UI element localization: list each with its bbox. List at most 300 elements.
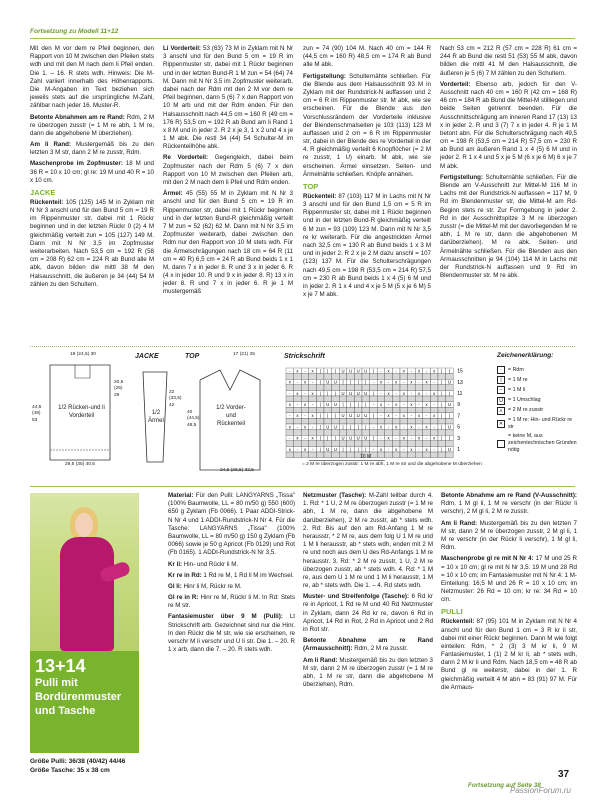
chart-cell <box>392 452 400 458</box>
chart-cell <box>309 374 317 380</box>
knitting-chart <box>282 350 492 480</box>
chart-cell <box>446 418 454 424</box>
top-diagram <box>185 350 280 480</box>
paragraph: Fantasiemuster über 9 M (Pulli): Lt Strickschrift arb. Gezeichnet sind nur die Hinr. In den Rückr die M str, wie sie erscheinen, re verschr M li verschr und U li str. Die 1. – 20. R 1 x arb, dann die 7. – 20. R stets wdh. <box>168 613 295 654</box>
top-dim-left: 40 (44,5) 48,5 <box>187 410 200 428</box>
site-watermark: PassionForum.ru <box>510 786 571 795</box>
chart-symbol: x <box>410 379 413 385</box>
legend-item: ✕ = 1 M re: Hin- und Rückr re str <box>498 416 573 430</box>
chart-symbol: x <box>417 435 421 441</box>
chart-symbol: - <box>418 446 420 452</box>
chart-symbol: - <box>433 379 435 385</box>
chart-symbol: U <box>349 390 353 396</box>
chart-cell <box>430 396 438 402</box>
chart-symbol: U <box>364 368 368 374</box>
chart-symbol: - <box>433 424 435 430</box>
chart-cell <box>377 441 385 447</box>
row-number: 1 <box>457 447 460 453</box>
chart-cell <box>294 418 302 424</box>
chart-cell <box>415 374 423 380</box>
chart-symbol: U <box>349 413 353 419</box>
chart-cell <box>446 441 454 447</box>
chart-cell <box>362 418 370 424</box>
chart-cell <box>438 407 446 413</box>
chart-cell <box>415 430 423 436</box>
paragraph: Li Vorderteil: 53 (63) 73 M in Zyklam mit N Nr 3 anschl und für den Bund 5 cm = 19 R im Rippenmuster str, dabei mit 1 Rückr beginnen und in der letzten Bund-R 1 M zun = 54 (64) 74 M. Dann mit N Nr 3,5 im Zopfmuster weiterarb, dabei nach der Rdm mit den 2 M vor dem re Pfeil beginnen, dann 5 (6) 7 x den Rapport von 10 M arb und mit der Rdm enden. Für den Halsausschnitt nach 44,5 cm = 160 R (49 cm = 176 R) 53,5 cm = 192 R ab Bund am li Rand 1 x 8 M und in jeder 2. R 2 x je 3, 1 x 2 und 4 x je 1 M abk. Die restl 34 (44) 54 Schulter-M im Rückenteilhöhe abk. <box>163 45 293 151</box>
chart-cell <box>400 452 408 458</box>
chart-symbol: - <box>418 424 420 430</box>
chart-symbol: x <box>425 402 428 407</box>
chart-symbol: U <box>326 402 330 407</box>
chart-cell <box>377 430 385 436</box>
chart-cell <box>324 407 332 413</box>
chart-symbol: | <box>372 435 374 441</box>
chart-symbol: x <box>417 390 421 396</box>
chart-symbol: x <box>402 368 405 374</box>
chart-symbol: | <box>319 368 321 374</box>
chart-cell <box>400 374 408 380</box>
jacke-back-label: 1/2 Rücken-und li Vorderteil <box>58 405 105 419</box>
chart-cell <box>294 385 302 391</box>
legend-symbol-icon: ⋏ <box>497 407 505 415</box>
chart-cell <box>377 396 385 402</box>
chart-cell <box>415 418 423 424</box>
chart-symbol: U <box>364 413 368 419</box>
chart-symbol: x <box>395 424 398 430</box>
chart-cell <box>301 396 309 402</box>
chart-cell <box>316 407 324 413</box>
paragraph: Ärmel: 45 (55) 55 M in Zyklam mit N Nr 3 anschl und für den Bund 5 cm = 19 R im Rippenmuster str, dabei mit 1 Rückr beginnen und in der letzten Bund-R gleichmäßig verteilt 7 M zun = 52 (62) 62 M. Dann mit N Nr 3,5 im Zopfmuster weiterarb, dabei zwischen den Rdm nur den Rapport von 10 M stets wdh. Für die Ärmelschrägungen nach 18 cm = 64 R (11 cm = 40 R) 6,5 cm = 24 R ab Bund beids 1 x 1 M, dann 7 x in jeder 8. R und 3 x in jeder 6. R (4 x in jeder 10. R und 9 x in jeder 8. R) 13 x in jeder 8. R und 7 x in jeder 6. R je 1 M mustergemäß <box>163 190 293 296</box>
chart-cell <box>301 441 309 447</box>
text-column-2 <box>163 45 293 300</box>
chart-symbol: x <box>425 424 428 430</box>
row-number: 13 <box>457 379 463 386</box>
chart-symbol: | <box>319 413 321 419</box>
chart-symbol: - <box>380 435 382 441</box>
chart-symbol: x <box>417 368 421 374</box>
chart-symbol: x <box>417 413 421 419</box>
chart-symbol: | <box>327 390 329 396</box>
chart-cell <box>339 441 347 447</box>
chart-symbol: x <box>433 368 436 374</box>
chart-cell <box>385 430 393 436</box>
chart-symbol: - <box>304 390 306 396</box>
chart-symbol: | <box>365 446 367 452</box>
chart-symbol: | <box>441 368 443 374</box>
chart-cell <box>408 374 416 380</box>
chart-cell <box>324 430 332 436</box>
chart-cell <box>362 430 370 436</box>
chart-symbol: U <box>326 424 330 430</box>
chart-cell <box>415 407 423 413</box>
paragraph: Am li Rand: Mustergemäß bis zu den letzten 3 M str, dann 2 M re zusstr, Rdm. <box>30 141 154 157</box>
chart-cell <box>301 407 309 413</box>
chart-symbol: x <box>425 446 428 452</box>
legend-title: Zeichenerklärung: <box>497 352 554 359</box>
chart-symbol: - <box>410 413 413 419</box>
chart-symbol: - <box>403 379 405 385</box>
chart-symbol: | <box>319 390 321 396</box>
chart-cell <box>430 385 438 391</box>
row-number: 5 <box>457 424 460 431</box>
chart-cell <box>400 407 408 413</box>
chart-cell <box>400 418 408 424</box>
chart-symbol: x <box>402 413 405 419</box>
chart-symbol: x <box>395 446 398 452</box>
paragraph: Betonte Abnahme am re Rand (Armausschnitt): Rdm, 2 M re zusstr. <box>303 637 433 653</box>
chart-cell <box>324 385 332 391</box>
chart-cell <box>362 374 370 380</box>
chart-symbol: | <box>319 379 321 385</box>
chart-cell <box>370 396 378 402</box>
chart-symbol: x <box>303 402 307 407</box>
chart-symbol: U <box>356 390 360 396</box>
chart-cell <box>316 430 324 436</box>
chart-symbol: | <box>441 435 443 441</box>
chart-symbol: U <box>364 390 368 396</box>
section-heading: TOP <box>303 182 319 191</box>
paragraph: zun = 74 (90) 104 M. Nach 40 cm = 144 R (44,5 cm = 160 R) 48,5 cm = 174 R ab Bund alle M abk. <box>303 45 431 69</box>
chart-symbol: - <box>311 424 314 430</box>
chart-cell <box>423 441 431 447</box>
top-title: TOP <box>185 353 200 360</box>
chart-symbol: | <box>334 368 336 374</box>
chart-cell <box>339 396 347 402</box>
chart-cell <box>324 441 332 447</box>
chart-symbol: | <box>441 424 443 430</box>
chart-symbol: x <box>311 413 314 419</box>
chart-symbol: - <box>403 424 405 430</box>
section-heading: PULLI <box>441 607 463 617</box>
chart-symbol: | <box>357 424 359 430</box>
chart-symbol: U <box>356 435 360 441</box>
chart-cell <box>309 430 317 436</box>
sleeve-diagram <box>135 350 185 480</box>
chart-cell <box>438 385 446 391</box>
chart-cell <box>385 396 393 402</box>
row-number: 3 <box>457 435 460 442</box>
chart-cell <box>354 407 362 413</box>
paragraph: Betonte Abnahmen am re Rand: Rdm, 2 M re überzogen zusstr (= 1 M re abh, 1 M re, dann die abgehobene M überziehen). <box>30 113 154 137</box>
chart-cell <box>332 374 340 380</box>
chart-cell <box>385 374 393 380</box>
chart-cell <box>324 418 332 424</box>
chart-cell <box>294 407 302 413</box>
chart-cell <box>423 407 431 413</box>
chart-symbol: U <box>447 446 451 452</box>
chart-symbol: U <box>447 379 451 385</box>
chart-cell <box>370 430 378 436</box>
row-number: 15 <box>457 368 463 375</box>
chart-cell <box>415 441 423 447</box>
chart-cell <box>438 441 446 447</box>
chart-symbol: | <box>319 424 321 430</box>
model-title: Pulli mit Bordürenmuster und Tasche <box>35 677 122 717</box>
chart-symbol: x <box>296 435 299 441</box>
chart-cell <box>294 396 302 402</box>
chart-symbol: | <box>334 390 336 396</box>
text-column-7 <box>441 492 577 695</box>
chart-cell <box>324 452 332 458</box>
chart-cell <box>377 418 385 424</box>
chart-symbol: - <box>289 368 291 374</box>
chart-symbol: x <box>402 435 405 441</box>
chart-symbol: - <box>395 413 397 419</box>
chart-cell <box>316 418 324 424</box>
chart-symbol: U <box>333 402 337 407</box>
chart-symbol: - <box>296 446 299 452</box>
chart-cell <box>408 396 416 402</box>
chart-cell <box>339 418 347 424</box>
paragraph: Re Vorderteil: Gegengleich, dabei beim Zopfmuster nach der Rdm 5 (6) 7 x den Rapport von 10 M zwischen den Pfeilen arb, mit den 2 M nach dem li Pfeil und Rdm enden. <box>163 154 293 186</box>
text-column-5 <box>168 492 295 657</box>
chart-symbol: - <box>296 379 299 385</box>
chart-cell <box>324 374 332 380</box>
chart-symbol: | <box>372 368 374 374</box>
chart-symbol: - <box>425 435 428 441</box>
chart-cell <box>408 418 416 424</box>
chart-symbol: x <box>296 413 299 419</box>
chart-cell <box>392 441 400 447</box>
chart-cell <box>339 407 347 413</box>
chart-cell <box>347 441 355 447</box>
chart-cell <box>423 385 431 391</box>
chart-symbol: - <box>403 446 405 452</box>
chart-cell <box>309 385 317 391</box>
chart-symbol: | <box>334 413 336 419</box>
legend-symbol-icon: | <box>497 376 505 384</box>
chart-cell <box>415 396 423 402</box>
chart-cell <box>430 452 438 458</box>
chart-symbol: - <box>425 413 428 419</box>
chart-symbol: - <box>304 435 306 441</box>
chart-symbol: | <box>448 390 450 396</box>
chart-symbol: x <box>311 390 314 396</box>
chart-cell <box>316 396 324 402</box>
chart-cell <box>446 385 454 391</box>
paragraph: Gl re in R: Hinr re M, Rückr li M. In Rd: Stets re M str. <box>168 594 295 610</box>
chart-symbol: | <box>319 402 321 407</box>
chart-symbol: | <box>319 446 321 452</box>
chart-symbol: U <box>341 435 345 441</box>
chart-symbol: | <box>327 435 329 441</box>
legend-symbol-icon: U <box>497 397 505 405</box>
chart-symbol: | <box>365 379 367 385</box>
repeat-label: 10 M <box>360 454 372 460</box>
row-number: 9 <box>457 402 460 409</box>
chart-symbol: U <box>341 368 345 374</box>
chart-cell <box>339 430 347 436</box>
chart-cell <box>430 407 438 413</box>
chart-symbol: - <box>433 402 435 407</box>
chart-cell <box>400 385 408 391</box>
chart-symbol: U <box>356 368 360 374</box>
paragraph: Am li Rand: Mustergemäß bis zu den letzten 7 M str, dann 2 M re überzogen zusstr, 2 M gl li, 1 M re verschr (in der Rückr li verschr), 1 M gl li, Rdm. <box>441 519 577 552</box>
chart-symbol: - <box>410 368 413 374</box>
chart-cell <box>385 407 393 413</box>
top-front-label: 1/2 Vorder-und Rückenteil <box>216 405 246 427</box>
chart-cell <box>339 385 347 391</box>
chart-cell <box>362 396 370 402</box>
chart-cell <box>309 441 317 447</box>
paragraph: Maschenprobe im Zopfmuster: 18 M und 36 R = 10 x 10 cm; gl re: 19 M und 40 R = 10 x 10 cm. <box>30 160 154 184</box>
chart-cell <box>324 396 332 402</box>
chart-cell <box>415 385 423 391</box>
chart-symbol: | <box>372 413 374 419</box>
text-column-4 <box>440 45 577 283</box>
chart-cell <box>385 452 393 458</box>
chart-cell <box>309 452 317 458</box>
chart-symbol: U <box>326 379 330 385</box>
chart-cell <box>294 374 302 380</box>
chart-cell <box>430 418 438 424</box>
chart-symbol: - <box>380 413 382 419</box>
chart-symbol: - <box>289 413 291 419</box>
knitting-chart-grid <box>282 364 492 464</box>
chart-symbol: x <box>425 379 428 385</box>
chart-symbol: U <box>349 435 353 441</box>
chart-cell <box>309 396 317 402</box>
chart-cell <box>332 441 340 447</box>
chart-symbol: x <box>288 402 291 407</box>
paragraph: Mit den M vor dem re Pfeil beginnen, den Rapport von 10 M zwischen den Pfeilen stets wdh und mit den M nach dem li Pfeil enden. Die 1. – 16. R stets wdh. Hinweis: Die M-Zahl variiert innerhalb des Höhenrapports. Die M-Angaben im Text beziehen sich jeweils stets auf die ursprüngliche M-Zahl, zählbar nach jeder 16. Muster-R. <box>30 45 154 110</box>
chart-cell <box>362 441 370 447</box>
chart-cell <box>377 374 385 380</box>
chart-cell <box>347 418 355 424</box>
chart-symbol: | <box>342 446 344 452</box>
chart-symbol: - <box>372 424 375 430</box>
legend-symbol-icon: ✕ <box>498 420 504 427</box>
text-column-6 <box>303 492 433 692</box>
chart-cell <box>438 418 446 424</box>
model-title-box <box>30 651 139 753</box>
chart-symbol: - <box>433 446 435 452</box>
chart-symbol: U <box>333 424 337 430</box>
chart-cell <box>446 407 454 413</box>
chart-symbol: U <box>341 390 345 396</box>
chart-symbol: - <box>304 413 306 419</box>
chart-symbol: - <box>289 390 291 396</box>
chart-symbol: U <box>356 413 360 419</box>
paragraph: Gl li: Hinr li M, Rückr re M. <box>168 582 242 590</box>
paragraph: Betonte Abnahme am re Rand (V-Ausschnitt): Rdm, 1 M gl li, 1 M re verschr (in der Rückr li verschr), 2 M gl li, 2 M re zusstr. <box>441 492 577 516</box>
chart-cell <box>354 374 362 380</box>
chart-symbol: | <box>350 424 352 430</box>
chart-symbol: | <box>342 424 344 430</box>
top-rule <box>30 38 575 39</box>
chart-symbol: | <box>342 402 344 407</box>
chart-symbol: | <box>365 424 367 430</box>
chart-cell <box>392 374 400 380</box>
chart-cell <box>400 430 408 436</box>
chart-symbol: - <box>410 390 413 396</box>
chart-cell <box>354 418 362 424</box>
chart-symbol: - <box>372 402 375 407</box>
paragraph: Kr li: Hin- und Rückr li M. <box>168 560 239 568</box>
chart-symbol: - <box>395 435 397 441</box>
chart-cell <box>316 374 324 380</box>
diagram-rule <box>30 346 575 347</box>
chart-cell <box>446 430 454 436</box>
chart-symbol: x <box>379 379 383 385</box>
chart-symbol: x <box>288 424 291 430</box>
top-dim-top: 17 (21) 25 <box>233 352 255 357</box>
paragraph: Kr re in Rd: 1 Rd re M, 1 Rd li M im Wechsel. <box>168 571 294 579</box>
chart-symbol: | <box>350 379 352 385</box>
chart-symbol: x <box>433 390 436 396</box>
paragraph: Vorderteil: Ebenso arb, jedoch für den V-Ausschnitt nach 40 cm = 160 R (42 cm = 168 R) 46 cm = 184 R ab Bund die Mittel-M stilllegen und beide Seiten getrennt beenden. Für die Ausschnittschrägung am inneren Rand 17 (13) 13 x in jeder 2. R und 3 (7) 7 x in jeder 4. R je 1 M betont abn. Für die Schulterschrägung nach 49,5 cm = 198 R (53,5 cm = 214 R) 57,5 cm = 230 R ab Bund am äußeren Rand 1 x 4 (5) 6 M und in jeder 2. R 1 x 4 und 5 x je 5 M (6 x je 6 M) 6 x je 7 M abk. <box>440 80 577 170</box>
chart-symbol: - <box>425 390 428 396</box>
chart-cell <box>392 407 400 413</box>
chart-cell <box>347 374 355 380</box>
chart-cell <box>446 452 454 458</box>
chart-symbol: x <box>288 446 291 452</box>
chart-cell <box>294 441 302 447</box>
paragraph: Fertigstellung: Schulternähte schließen. Für die Blende am V-Ausschnitt zur Mittel-M 116 M in Lachs mit der Rundstrick-N auffassen = 117 M, 9 Rd im Blendenmuster str, die Mittel-M am Rd-Beginn stets re str. Zur Formgebung in jeder 2. Rd in der Ausschnittspitze 3 M re überzogen zusstr (= die Mittel-M mit der davorliegenden M re abh, 1 M re str, dann die abgehobenen M darüberziehen). M re abk. Seiten- und Ärmelnähte schließen. Für die Blenden aus den Armausschnitten je 94 (104) 114 M in Lachs mit der Rundstrick-N auffassen und 9 Rd im Blendenmuster str. M re abk. <box>440 173 577 280</box>
chart-symbol: - <box>395 368 397 374</box>
chart-symbol: U <box>333 446 337 452</box>
paragraph: Nach 53 cm = 212 R (57 cm = 228 R) 61 cm = 244 R ab Bund die restl 51 (53) 55 M abk, davon bilden die mittl 41 M den Halsausschnitt, die äußeren je 5 (6) 7 M zählen zu den Schultern. <box>440 45 577 77</box>
chart-symbol: U <box>333 379 337 385</box>
legend-item: U = 1 Umschlag <box>497 397 577 405</box>
chart-symbol: - <box>387 424 390 430</box>
chart-cell <box>332 385 340 391</box>
chart-cell <box>286 430 294 436</box>
chart-symbol: | <box>441 390 443 396</box>
chart-cell <box>400 441 408 447</box>
legend-item: − = 1 M li <box>497 386 577 394</box>
jacke-dim-right: 20,5 (25) 29 <box>114 380 124 398</box>
chart-symbol: | <box>350 402 352 407</box>
chart-symbol: | <box>448 413 450 419</box>
chart-cell <box>347 385 355 391</box>
chart-symbol: - <box>296 424 299 430</box>
chart-symbol: - <box>380 390 382 396</box>
chart-symbol: x <box>395 402 398 407</box>
chart-cell <box>301 418 309 424</box>
chart-cell <box>286 418 294 424</box>
chart-cell <box>301 385 309 391</box>
chart-cell <box>423 452 431 458</box>
chart-cell <box>408 407 416 413</box>
chart-cell <box>408 385 416 391</box>
chart-cell <box>309 418 317 424</box>
chart-symbol: | <box>334 435 336 441</box>
text-column-3 <box>303 45 431 302</box>
chart-cell <box>385 385 393 391</box>
model-photo <box>30 493 139 651</box>
row-number: 11 <box>457 391 463 397</box>
chart-cell <box>316 452 324 458</box>
legend-item: · = Rdm <box>497 366 577 374</box>
chart-cell <box>354 396 362 402</box>
chart-symbol: U <box>349 368 353 374</box>
chart-symbol: x <box>296 368 299 374</box>
chart-symbol: U <box>364 435 368 441</box>
chart-symbol: - <box>410 435 413 441</box>
chart-cell <box>438 396 446 402</box>
chart-symbol: x <box>303 379 307 385</box>
page-number: 37 <box>558 769 570 780</box>
chart-symbol: | <box>357 402 359 407</box>
chart-cell <box>347 452 355 458</box>
chart-cell <box>286 452 294 458</box>
chart-cell <box>415 452 423 458</box>
paragraph: Rückenteil: 87 (103) 117 M in Lachs mit N Nr 3 anschl und für den Bund 1,5 cm = 5 R im Rippenmuster str, dabei mit 1 Rückr beginnen und in der letzten Bund-R gleichmäßig verteilt 6 M zun = 93 (109) 123 M. Dann mit N Nr 3,5 re kr weiterarb. Für die angestrickten Ärmel nach 32,5 cm = 130 R ab Bund beids 1 x 3 M und in jeder 2. R 2 x je 2 M dazu anschl = 107 (123) 137 M. Für die Schulterschrägungen nach 49,5 cm = 198 R (53,5 cm = 214 R) 57,5 cm = 230 R ab Bund beids 1 x 4 (5) 6 M und in jeder 2. R 1 x 4 und 4 x je 5 M (5 x je 6 M) 5 x je 7 M abk. <box>303 192 431 299</box>
chart-symbol: - <box>387 402 390 407</box>
section-heading: JACKE <box>30 188 56 197</box>
chart-cell <box>332 452 340 458</box>
